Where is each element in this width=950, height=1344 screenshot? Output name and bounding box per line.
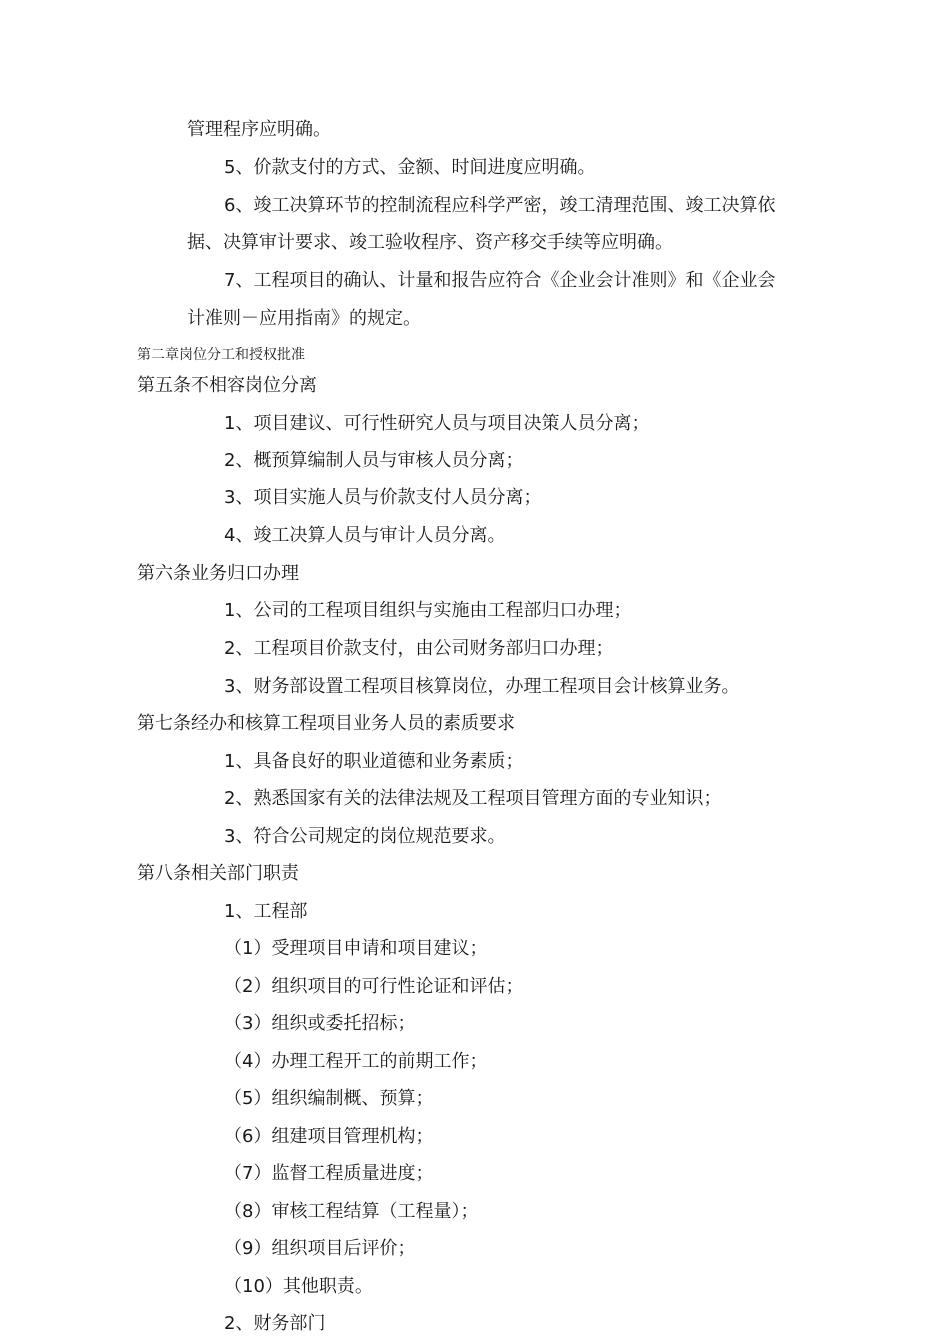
list-item: 1、公司的工程项目组织与实施由工程部归口办理； [224,600,632,621]
list-item: （5）组织编制概、预算； [224,1088,434,1109]
list-item: （7）监督工程质量进度； [224,1163,434,1184]
list-item: （3）组织或委托招标； [224,1013,416,1034]
list-item: （8）审核工程结算（工程量）； [224,1201,479,1222]
article-title: 第八条相关部门职责 [137,863,299,884]
list-item: 2、熟悉国家有关的法律法规及工程项目管理方面的专业知识； [224,788,722,809]
department-heading: 1、工程部 [224,901,308,922]
body-line: 计准则－应用指南》的规定。 [187,308,421,329]
list-item: 3、财务部设置工程项目核算岗位，办理工程项目会计核算业务。 [224,676,740,697]
body-line: 7、工程项目的确认、计量和报告应符合《企业会计准则》和《企业会 [224,270,776,291]
department-heading: 2、财务部门 [224,1313,326,1334]
list-item: （9）组织项目后评价； [224,1238,416,1259]
body-line: 据、决算审计要求、竣工验收程序、资产移交手续等应明确。 [187,232,673,253]
chapter-title: 第二章岗位分工和授权批准 [137,347,305,363]
body-line: 5、价款支付的方式、金额、时间进度应明确。 [224,157,596,178]
list-item: （10）其他职责。 [224,1276,373,1297]
list-item: （2）组织项目的可行性论证和评估； [224,976,524,997]
list-item: （1）受理项目申请和项目建议； [224,938,488,959]
list-item: 1、项目建议、可行性研究人员与项目决策人员分离； [224,413,650,434]
list-item: （4）办理工程开工的前期工作； [224,1051,488,1072]
body-line: 管理程序应明确。 [187,119,331,140]
list-item: 1、具备良好的职业道德和业务素质； [224,751,524,772]
list-item: （6）组建项目管理机构； [224,1126,434,1147]
article-title: 第七条经办和核算工程项目业务人员的素质要求 [137,713,515,734]
article-title: 第六条业务归口办理 [137,563,299,584]
article-title: 第五条不相容岗位分离 [137,375,317,396]
list-item: 3、项目实施人员与价款支付人员分离； [224,487,542,508]
body-line: 6、竣工决算环节的控制流程应科学严密，竣工清理范围、竣工决算依 [224,195,776,216]
list-item: 4、竣工决算人员与审计人员分离。 [224,525,506,546]
list-item: 3、符合公司规定的岗位规范要求。 [224,826,506,847]
list-item: 2、工程项目价款支付，由公司财务部归口办理； [224,638,614,659]
list-item: 2、概预算编制人员与审核人员分离； [224,450,524,471]
